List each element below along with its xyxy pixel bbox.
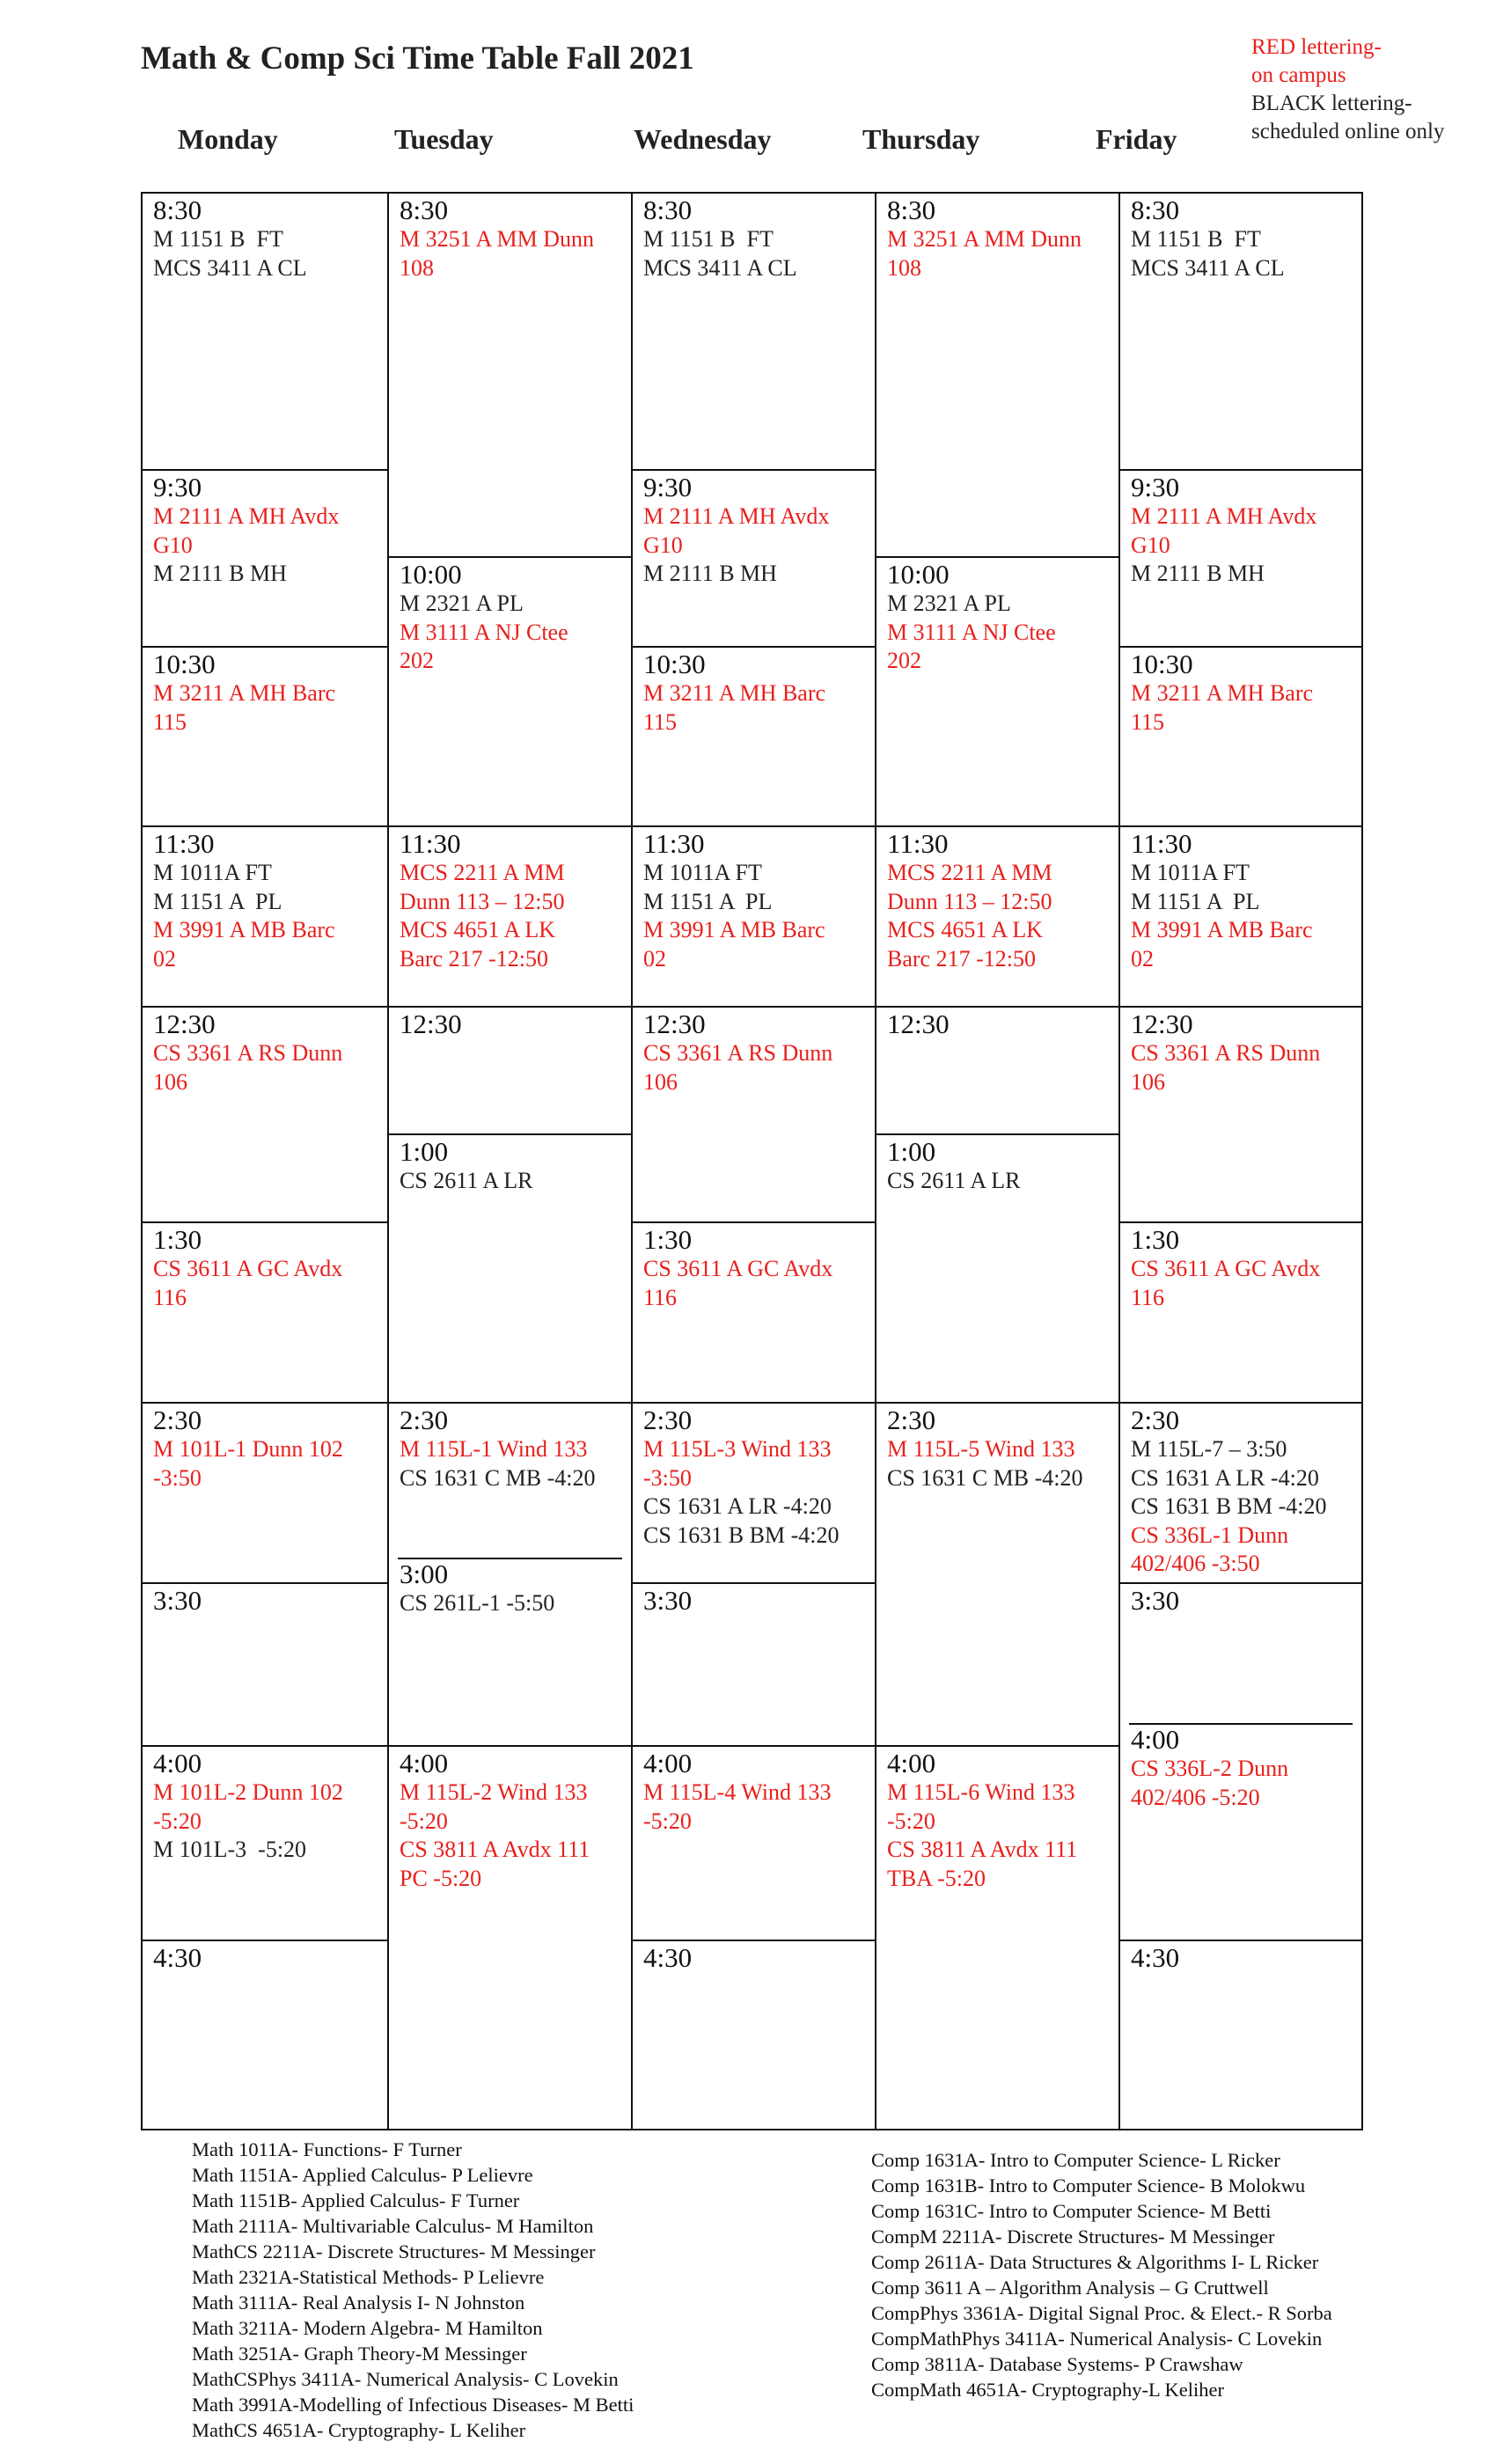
course-entry: CS 261L-1 -5:50 — [400, 1590, 555, 1616]
course-entry: CS 3361 A RS Dunn — [643, 1040, 833, 1066]
slot-time: 3:30 — [1131, 1585, 1180, 1616]
time-slot-cell — [143, 469, 387, 646]
course-entry: G10 — [1131, 532, 1170, 558]
course-entry: 106 — [153, 1068, 187, 1095]
course-entry: M 115L-5 Wind 133 — [887, 1436, 1075, 1462]
time-slot-cell — [143, 825, 387, 1006]
course-entry: M 115L-4 Wind 133 — [643, 1779, 832, 1805]
course-note: Math 3251A- Graph Theory-M Messinger — [192, 2343, 527, 2365]
course-entry: M 3111 A NJ Ctee — [400, 619, 568, 645]
time-slot-cell — [143, 1745, 387, 1940]
day-header-friday: Friday — [1096, 123, 1177, 155]
slot-time: 10:00 — [400, 559, 462, 590]
slot-time: 4:00 — [400, 1748, 449, 1778]
slot-time: 8:30 — [1131, 194, 1180, 225]
legend-red-meaning: on campus — [1251, 63, 1346, 87]
course-entry: 115 — [153, 708, 187, 735]
course-note: Math 2321A-Statistical Methods- P Lelievre — [192, 2266, 545, 2288]
course-entry: 115 — [643, 708, 678, 735]
slot-time: 11:30 — [643, 828, 705, 859]
course-entry: MCS 2211 A MM — [400, 860, 565, 885]
day-header-tuesday: Tuesday — [394, 123, 494, 155]
time-slot-cell — [1120, 646, 1361, 825]
slot-time: 4:30 — [153, 1942, 202, 1973]
course-entry: CS 2611 A LR — [400, 1168, 533, 1193]
course-entry: -3:50 — [643, 1464, 692, 1491]
course-entry: CS 1631 B BM -4:20 — [1131, 1493, 1327, 1519]
slot-time: 3:30 — [643, 1585, 693, 1616]
slot-time: 3:30 — [153, 1585, 202, 1616]
legend-black-label: BLACK lettering- — [1251, 92, 1412, 115]
course-entry: -3:50 — [153, 1464, 202, 1491]
course-note: Comp 3811A- Database Systems- P Crawshaw — [871, 2353, 1243, 2375]
course-entry: CS 336L-1 Dunn — [1131, 1522, 1289, 1548]
course-note: Math 1011A- Functions- F Turner — [192, 2138, 462, 2160]
course-entry: M 1151 A PL — [153, 888, 282, 914]
course-entry: M 115L-6 Wind 133 — [887, 1779, 1075, 1805]
time-slot-cell — [143, 646, 387, 825]
course-entry: CS 3611 A GC Avdx — [1131, 1256, 1321, 1281]
course-entry: -5:20 — [400, 1808, 448, 1834]
course-entry: 115 — [1131, 708, 1165, 735]
course-note: Comp 1631B- Intro to Computer Science- B Molokwu — [871, 2174, 1306, 2196]
day-header-monday: Monday — [178, 123, 278, 155]
slot-time: 4:00 — [887, 1748, 936, 1778]
course-entry: M 1011A FT — [1131, 860, 1250, 885]
time-slot-cell — [143, 1402, 387, 1582]
slot-time: 4:30 — [643, 1942, 693, 1973]
time-slot-cell — [389, 556, 631, 825]
course-entry: M 115L-7 – 3:50 — [1131, 1436, 1287, 1462]
course-note: CompPhys 3361A- Digital Signal Proc. & Elect.- R Sorba — [871, 2302, 1332, 2324]
slot-time: 3:00 — [400, 1558, 449, 1589]
comp-course-list — [871, 2147, 1332, 2402]
math-course-list — [192, 2137, 634, 2443]
course-entry: M 1151 A PL — [643, 888, 773, 914]
page-title: Math & Comp Sci Time Table Fall 2021 — [141, 40, 694, 77]
course-entry: MCS 3411 A CL — [643, 254, 797, 281]
time-slot-cell — [633, 825, 875, 1006]
course-entry: 106 — [643, 1068, 678, 1095]
course-entry: 202 — [400, 648, 434, 673]
slot-time: 8:30 — [400, 194, 449, 225]
course-entry: M 2111 A MH Avdx — [153, 503, 340, 529]
course-entry: PC -5:20 — [400, 1865, 482, 1891]
course-note: Comp 2611A- Data Structures & Algorithms I- L Ricker — [871, 2251, 1319, 2273]
slot-time: 2:30 — [887, 1404, 936, 1435]
day-column-monday — [143, 194, 387, 2129]
time-slot-cell — [633, 646, 875, 825]
course-note: Math 3211A- Modern Algebra- M Hamilton — [192, 2317, 543, 2339]
time-slot-cell — [389, 1402, 631, 1558]
slot-time: 9:30 — [1131, 472, 1180, 502]
course-entry: -5:20 — [153, 1808, 202, 1834]
course-entry: CS 3611 A GC Avdx — [153, 1256, 343, 1281]
slot-time: 11:30 — [400, 828, 461, 859]
time-slot-cell — [143, 1582, 387, 1745]
course-entry: 116 — [643, 1284, 678, 1310]
time-slot-cell — [143, 1006, 387, 1221]
slot-time: 12:30 — [153, 1008, 216, 1039]
day-column-thursday — [875, 194, 1118, 2129]
course-entry: CS 3811 A Avdx 111 — [887, 1837, 1078, 1862]
course-note: CompMath 4651A- Cryptography-L Keliher — [871, 2379, 1224, 2401]
time-slot-cell — [1120, 194, 1361, 469]
slot-time: 1:30 — [643, 1224, 693, 1255]
course-entry: CS 3361 A RS Dunn — [1131, 1040, 1321, 1066]
slot-time: 9:30 — [643, 472, 693, 502]
course-entry: M 2111 B MH — [1131, 561, 1265, 586]
time-slot-cell — [1120, 1006, 1361, 1221]
course-entry: 02 — [1131, 945, 1154, 972]
course-entry: 116 — [1131, 1284, 1165, 1310]
course-entry: M 2111 A MH Avdx — [1131, 503, 1317, 529]
time-slot-cell — [143, 1221, 387, 1402]
time-slot-cell — [876, 1402, 1118, 1745]
course-entry: M 3991 A MB Barc — [153, 917, 335, 942]
course-entry: CS 1631 A LR -4:20 — [1131, 1464, 1319, 1491]
slot-time: 4:30 — [1131, 1942, 1180, 1973]
course-entry: Barc 217 -12:50 — [400, 945, 548, 972]
time-slot-cell — [389, 1558, 631, 1745]
course-entry: M 2321 A PL — [887, 590, 1011, 616]
time-slot-cell — [876, 194, 1118, 556]
time-slot-cell — [876, 1133, 1118, 1402]
day-column-wednesday — [631, 194, 875, 2129]
course-entry: M 101L-2 Dunn 102 — [153, 1779, 343, 1805]
time-slot-cell — [389, 194, 631, 556]
time-slot-cell — [633, 1006, 875, 1221]
course-entry: M 1011A FT — [643, 860, 762, 885]
course-entry: M 2111 B MH — [153, 561, 287, 586]
slot-time: 10:00 — [887, 559, 950, 590]
course-entry: 202 — [887, 648, 921, 673]
slot-time: 9:30 — [153, 472, 202, 502]
course-entry: CS 1631 C MB -4:20 — [400, 1464, 596, 1491]
time-slot-cell — [633, 1940, 875, 2129]
time-slot-cell — [1120, 1723, 1361, 1940]
course-entry: MCS 4651 A LK — [887, 917, 1043, 942]
legend-black-meaning: scheduled online only — [1251, 120, 1445, 143]
time-slot-cell — [876, 825, 1118, 1006]
time-slot-cell — [633, 1745, 875, 1940]
course-entry: M 1151 A PL — [1131, 888, 1260, 914]
slot-time: 12:30 — [643, 1008, 706, 1039]
course-entry: M 115L-1 Wind 133 — [400, 1436, 588, 1462]
day-column-tuesday — [387, 194, 631, 2129]
course-entry: CS 3611 A GC Avdx — [643, 1256, 833, 1281]
course-entry: M 101L-1 Dunn 102 — [153, 1436, 343, 1462]
course-entry: M 3211 A MH Barc — [153, 680, 336, 706]
course-entry: 02 — [643, 945, 666, 972]
course-entry: CS 3811 A Avdx 111 — [400, 1837, 590, 1862]
course-entry: M 1151 B FT — [643, 226, 774, 252]
course-entry: M 2111 A MH Avdx — [643, 503, 830, 529]
course-entry: Dunn 113 – 12:50 — [400, 888, 565, 914]
course-note: Math 1151A- Applied Calculus- P Lelievre — [192, 2164, 533, 2186]
course-note: Comp 1631A- Intro to Computer Science- L Ricker — [871, 2149, 1280, 2171]
course-entry: M 3991 A MB Barc — [1131, 917, 1313, 942]
day-column-friday — [1118, 194, 1361, 2129]
slot-time: 10:30 — [643, 649, 706, 679]
course-entry: 402/406 -5:20 — [1131, 1784, 1260, 1810]
course-entry: CS 1631 A LR -4:20 — [643, 1493, 832, 1519]
timetable-grid — [141, 192, 1363, 2130]
course-note: Math 3991A-Modelling of Infectious Diseases- M Betti — [192, 2394, 634, 2416]
slot-time: 4:00 — [1131, 1724, 1180, 1755]
time-slot-cell — [1120, 1221, 1361, 1402]
course-entry: CS 1631 C MB -4:20 — [887, 1464, 1083, 1491]
slot-time: 2:30 — [1131, 1404, 1180, 1435]
course-entry: M 3211 A MH Barc — [1131, 680, 1314, 706]
slot-time: 10:30 — [153, 649, 216, 679]
time-slot-cell — [876, 1745, 1118, 2129]
course-entry: 116 — [153, 1284, 187, 1310]
day-header-thursday: Thursday — [862, 123, 980, 155]
time-slot-cell — [1120, 825, 1361, 1006]
course-entry: 402/406 -3:50 — [1131, 1551, 1260, 1576]
slot-time: 1:00 — [400, 1136, 449, 1167]
course-entry: M 3111 A NJ Ctee — [887, 619, 1056, 645]
slot-time: 11:30 — [1131, 828, 1192, 859]
time-slot-cell — [1120, 1940, 1361, 2129]
slot-time: 1:00 — [887, 1136, 936, 1167]
time-slot-cell — [633, 1221, 875, 1402]
time-slot-cell — [1120, 1402, 1361, 1582]
course-note: Comp 3611 A – Algorithm Analysis – G Cruttwell — [871, 2277, 1269, 2299]
course-entry: CS 3361 A RS Dunn — [153, 1040, 343, 1066]
course-entry: -5:20 — [887, 1808, 935, 1834]
slot-time: 1:30 — [1131, 1224, 1180, 1255]
course-entry: 02 — [153, 945, 176, 972]
slot-time: 4:00 — [153, 1748, 202, 1778]
slot-time: 12:30 — [400, 1008, 462, 1039]
course-entry: M 101L-3 -5:20 — [153, 1837, 307, 1862]
course-entry: 106 — [1131, 1068, 1165, 1095]
time-slot-cell — [633, 469, 875, 646]
course-entry: M 115L-2 Wind 133 — [400, 1779, 588, 1805]
slot-time: 2:30 — [400, 1404, 449, 1435]
course-entry: M 1151 B FT — [153, 226, 283, 252]
time-slot-cell — [633, 1582, 875, 1745]
course-entry: M 3251 A MM Dunn — [400, 226, 595, 252]
course-note: MathCSPhys 3411A- Numerical Analysis- C Lovekin — [192, 2368, 619, 2390]
color-legend — [1251, 33, 1444, 146]
course-entry: TBA -5:20 — [887, 1865, 986, 1891]
course-note: Comp 1631C- Intro to Computer Science- M Betti — [871, 2200, 1272, 2222]
course-note: MathCS 2211A- Discrete Structures- M Messinger — [192, 2240, 596, 2262]
course-entry: M 2111 B MH — [643, 561, 777, 586]
course-entry: M 1011A FT — [153, 860, 272, 885]
time-slot-cell — [876, 1006, 1118, 1133]
course-entry: MCS 2211 A MM — [887, 860, 1052, 885]
course-entry: MCS 3411 A CL — [153, 254, 307, 281]
course-note: CompM 2211A- Discrete Structures- M Messinger — [871, 2226, 1275, 2248]
time-slot-cell — [143, 194, 387, 469]
course-entry: G10 — [643, 532, 683, 558]
course-entry: M 3251 A MM Dunn — [887, 226, 1082, 252]
time-slot-cell — [1120, 1582, 1361, 1723]
course-note: Math 1151B- Applied Calculus- F Turner — [192, 2189, 520, 2211]
time-slot-cell — [633, 194, 875, 469]
legend-red-label: RED lettering- — [1251, 35, 1382, 59]
slot-time: 10:30 — [1131, 649, 1193, 679]
course-note: MathCS 4651A- Cryptography- L Keliher — [192, 2419, 526, 2441]
time-slot-cell — [389, 1133, 631, 1402]
slot-time: 8:30 — [153, 194, 202, 225]
time-slot-cell — [633, 1402, 875, 1582]
course-entry: -5:20 — [643, 1808, 692, 1834]
course-entry: M 115L-3 Wind 133 — [643, 1436, 832, 1462]
time-slot-cell — [1120, 469, 1361, 646]
course-entry: M 2321 A PL — [400, 590, 524, 616]
course-entry: 108 — [887, 254, 921, 281]
course-entry: CS 336L-2 Dunn — [1131, 1756, 1289, 1781]
course-note: Math 2111A- Multivariable Calculus- M Hamilton — [192, 2215, 594, 2237]
slot-time: 12:30 — [887, 1008, 950, 1039]
course-entry: MCS 3411 A CL — [1131, 254, 1285, 281]
slot-time: 11:30 — [887, 828, 949, 859]
slot-time: 2:30 — [643, 1404, 693, 1435]
course-entry: Dunn 113 – 12:50 — [887, 888, 1052, 914]
course-entry: CS 1631 B BM -4:20 — [643, 1522, 840, 1548]
course-entry: CS 2611 A LR — [887, 1168, 1021, 1193]
course-entry: M 1151 B FT — [1131, 226, 1261, 252]
time-slot-cell — [389, 1745, 631, 2129]
course-entry: Barc 217 -12:50 — [887, 945, 1036, 972]
day-header-wednesday: Wednesday — [634, 123, 772, 155]
time-slot-cell — [876, 556, 1118, 825]
course-entry: 108 — [400, 254, 434, 281]
slot-time: 8:30 — [887, 194, 936, 225]
slot-time: 4:00 — [643, 1748, 693, 1778]
slot-time: 12:30 — [1131, 1008, 1193, 1039]
course-note: CompMathPhys 3411A- Numerical Analysis- C Lovekin — [871, 2328, 1323, 2350]
slot-time: 11:30 — [153, 828, 215, 859]
slot-time: 2:30 — [153, 1404, 202, 1435]
slot-time: 8:30 — [643, 194, 693, 225]
slot-time: 1:30 — [153, 1224, 202, 1255]
course-entry: M 3211 A MH Barc — [643, 680, 826, 706]
time-slot-cell — [389, 825, 631, 1006]
time-slot-cell — [143, 1940, 387, 2129]
course-entry: MCS 4651 A LK — [400, 917, 555, 942]
course-entry: G10 — [153, 532, 193, 558]
course-entry: M 3991 A MB Barc — [643, 917, 825, 942]
time-slot-cell — [389, 1006, 631, 1133]
course-note: Math 3111A- Real Analysis I- N Johnston — [192, 2292, 525, 2314]
